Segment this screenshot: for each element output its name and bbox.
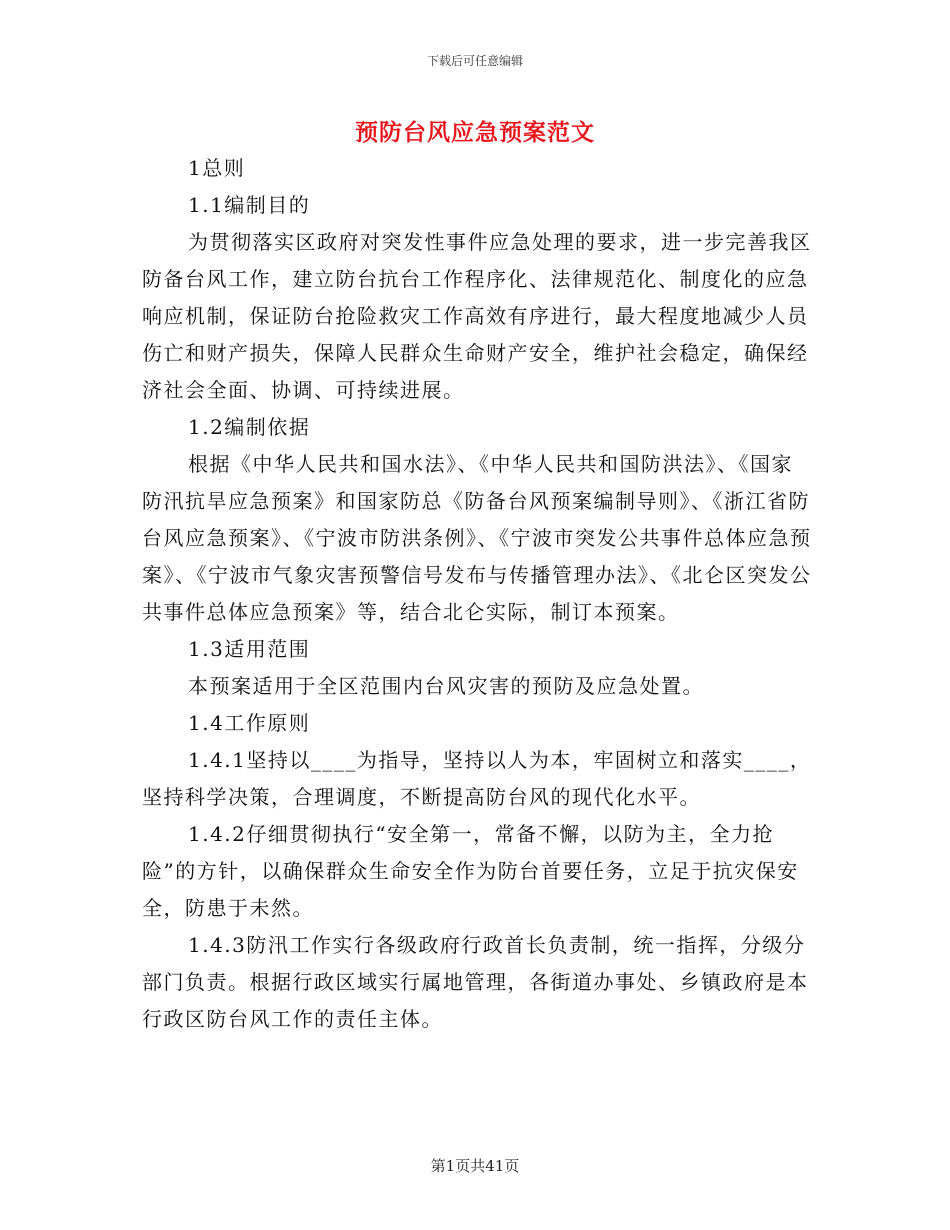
- paragraph-principle-2: 1.4.2仔细贯彻执行“安全第一，常备不懈，以防为主，全力抢险”的方针，以确保群众生命安全作为防台首要任务，立足于抗灾保安全，防患于未然。: [142, 822, 799, 920]
- subsection-heading-scope: 1.3适用范围: [188, 637, 311, 661]
- document-title: 预防台风应急预案范文: [355, 119, 595, 146]
- subsection-heading-purpose: 1.1编制目的: [188, 193, 311, 217]
- section-heading-general: 1总则: [188, 156, 246, 180]
- paragraph-purpose: 为贯彻落实区政府对突发性事件应急处理的要求，进一步完善我区防备台风工作，建立防台抗台工作程序化、法律规范化、制度化的应急响应机制，保证防台抢险救灾工作高效有序进行，最大程度地减少人员伤亡和财产损失，保障人民群众生命财产安全，维护社会稳定，确保经济社会全面、协调、可持续进展。: [142, 230, 812, 402]
- document-body: [142, 150, 814, 1038]
- paragraph-principle-3: 1.4.3防汛工作实行各级政府行政首长负责制，统一指挥，分级分部门负责。根据行政区域实行属地管理，各街道办事处、乡镇政府是本行政区防台风工作的责任主体。: [142, 933, 809, 1031]
- paragraph-scope: 本预案适用于全区范围内台风灾害的预防及应急处置。: [188, 674, 704, 698]
- paragraph-principle-1: 1.4.1坚持以____为指导，坚持以人为本，牢固树立和落实____，坚持科学决策，合理调度，不断提高防台风的现代化水平。: [142, 748, 812, 809]
- paragraph-basis: 根据《中华人民共和国水法》、《中华人民共和国防洪法》、《国家防汛抗旱应急预案》和国家防总《防备台风预案编制导则》、《浙江省防台风应急预案》、《宁波市防洪条例》、《宁波市突发公共事件总体应急预案》、《宁波市气象灾害预警信号发布与传播管理办法》、《北仑区突发公共事件总体应急预案》等，结合北仑实际，制订本预案。: [142, 452, 812, 624]
- page-number-footer: 第1页共41页: [430, 1157, 520, 1175]
- subsection-heading-basis: 1.2编制依据: [188, 415, 311, 439]
- subsection-heading-principles: 1.4工作原则: [188, 711, 311, 735]
- page-header-note: 下载后可任意编辑: [426, 54, 523, 68]
